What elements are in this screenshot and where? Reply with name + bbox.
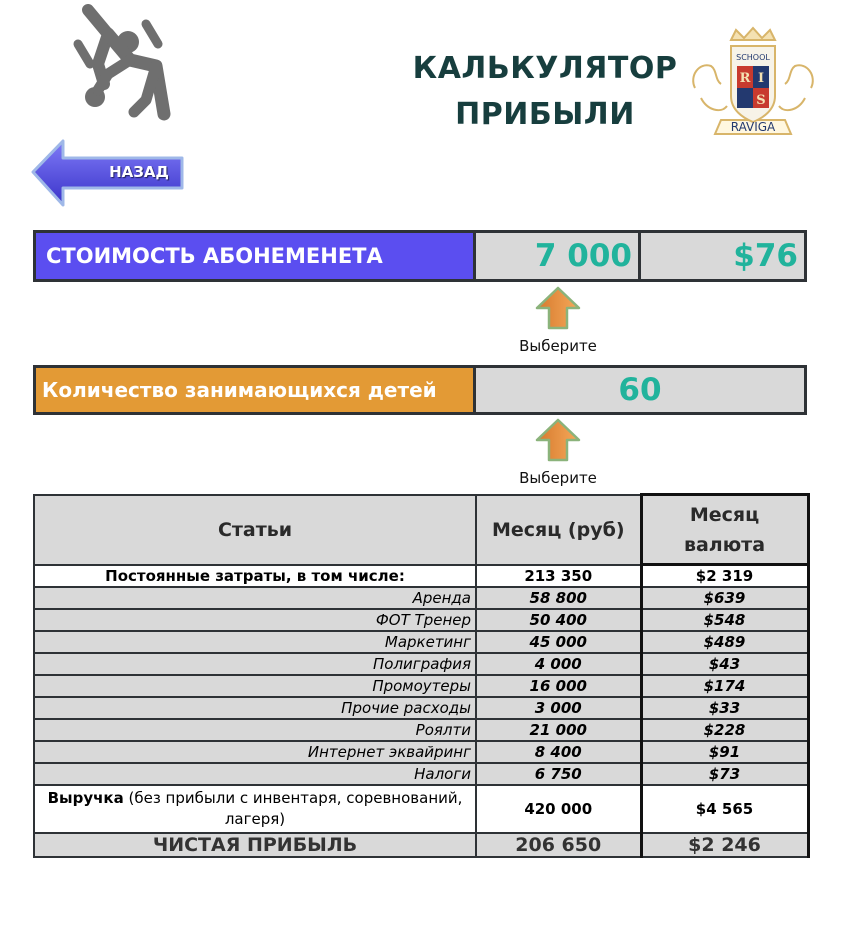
- revenue-label-rest: (без прибыли с инвентаря, соревнований,: [123, 788, 463, 807]
- row-name: ФОТ Тренер: [34, 609, 476, 631]
- table-header-row: [34, 495, 808, 565]
- net-profit-row: [34, 833, 808, 857]
- row-usd: $228: [641, 719, 808, 741]
- children-label: Количество занимающихся детей: [36, 368, 473, 412]
- row-usd: $489: [641, 631, 808, 653]
- fixed-costs-row: [34, 565, 808, 587]
- subscription-rub-value[interactable]: 7 000: [534, 238, 632, 274]
- revenue-rub: 420 000: [476, 785, 641, 833]
- row-usd: $33: [641, 697, 808, 719]
- school-logo-letter-s: S: [756, 93, 766, 108]
- row-rub: 50 400: [476, 609, 641, 631]
- title-line-2: ПРИБЫЛИ: [455, 97, 635, 132]
- profit-table: [33, 493, 810, 858]
- revenue-label-bold: Выручка: [47, 788, 124, 807]
- revenue-label: [34, 785, 476, 833]
- row-rub: 3 000: [476, 697, 641, 719]
- row-name: Промоутеры: [34, 675, 476, 697]
- revenue-usd: $4 565: [641, 785, 808, 833]
- row-rub: 58 800: [476, 587, 641, 609]
- revenue-row: [34, 785, 808, 833]
- back-button[interactable]: [30, 138, 186, 210]
- row-name: Полиграфия: [34, 653, 476, 675]
- table-row: [34, 609, 808, 631]
- page-title: [400, 46, 690, 138]
- net-profit-label: ЧИСТАЯ ПРИБЫЛЬ: [34, 833, 476, 857]
- row-usd: $639: [641, 587, 808, 609]
- table-row: [34, 675, 808, 697]
- up-arrow-icon: [535, 418, 581, 462]
- header-items: Статьи: [34, 495, 476, 565]
- children-value[interactable]: 60: [618, 372, 662, 408]
- title-line-1: КАЛЬКУЛЯТОР: [412, 51, 678, 86]
- row-name: Маркетинг: [34, 631, 476, 653]
- fixed-costs-usd: $2 319: [641, 565, 808, 587]
- row-rub: 21 000: [476, 719, 641, 741]
- subscription-picker-hint: Выберите: [519, 337, 597, 355]
- subscription-picker[interactable]: [503, 286, 613, 355]
- table-row: [34, 631, 808, 653]
- wrestlers-icon: [68, 4, 186, 128]
- row-name: Аренда: [34, 587, 476, 609]
- table-row: [34, 763, 808, 785]
- table-row: [34, 719, 808, 741]
- row-rub: 16 000: [476, 675, 641, 697]
- row-name: Прочие расходы: [34, 697, 476, 719]
- header-month-rub: Месяц (руб): [476, 495, 641, 565]
- net-profit-rub: 206 650: [476, 833, 641, 857]
- school-logo-bottom-text: RAVIGA: [730, 120, 776, 134]
- row-usd: $174: [641, 675, 808, 697]
- children-picker[interactable]: [503, 418, 613, 487]
- row-usd: $73: [641, 763, 808, 785]
- back-button-label: НАЗАД: [109, 163, 169, 181]
- school-logo-letter-r: R: [739, 71, 751, 86]
- header-month-currency-line2: валюта: [683, 533, 766, 556]
- school-logo-letter-i: I: [757, 71, 765, 86]
- row-rub: 45 000: [476, 631, 641, 653]
- table-row: [34, 741, 808, 763]
- header-month-currency-line1: Месяц: [689, 503, 760, 526]
- table-row: [34, 587, 808, 609]
- revenue-label-line2: лагеря): [224, 809, 286, 828]
- fixed-costs-label: Постоянные затраты, в том числе:: [34, 565, 476, 587]
- table-row: [34, 697, 808, 719]
- row-rub: 8 400: [476, 741, 641, 763]
- row-usd: $43: [641, 653, 808, 675]
- up-arrow-icon: [535, 286, 581, 330]
- row-name: Интернет эквайринг: [34, 741, 476, 763]
- row-name: Роялти: [34, 719, 476, 741]
- school-logo-top-text: SCHOOL: [736, 53, 770, 62]
- fixed-costs-rub: 213 350: [476, 565, 641, 587]
- net-profit-usd: $2 246: [641, 833, 808, 857]
- subscription-label: СТОИМОСТЬ АБОНЕМЕНЕТА: [36, 233, 473, 279]
- school-logo: [681, 26, 825, 142]
- row-rub: 4 000: [476, 653, 641, 675]
- row-usd: $548: [641, 609, 808, 631]
- subscription-usd-value: $76: [733, 238, 798, 274]
- table-row: [34, 653, 808, 675]
- children-picker-hint: Выберите: [519, 469, 597, 487]
- row-rub: 6 750: [476, 763, 641, 785]
- header-month-currency: [641, 495, 808, 565]
- row-name: Налоги: [34, 763, 476, 785]
- row-usd: $91: [641, 741, 808, 763]
